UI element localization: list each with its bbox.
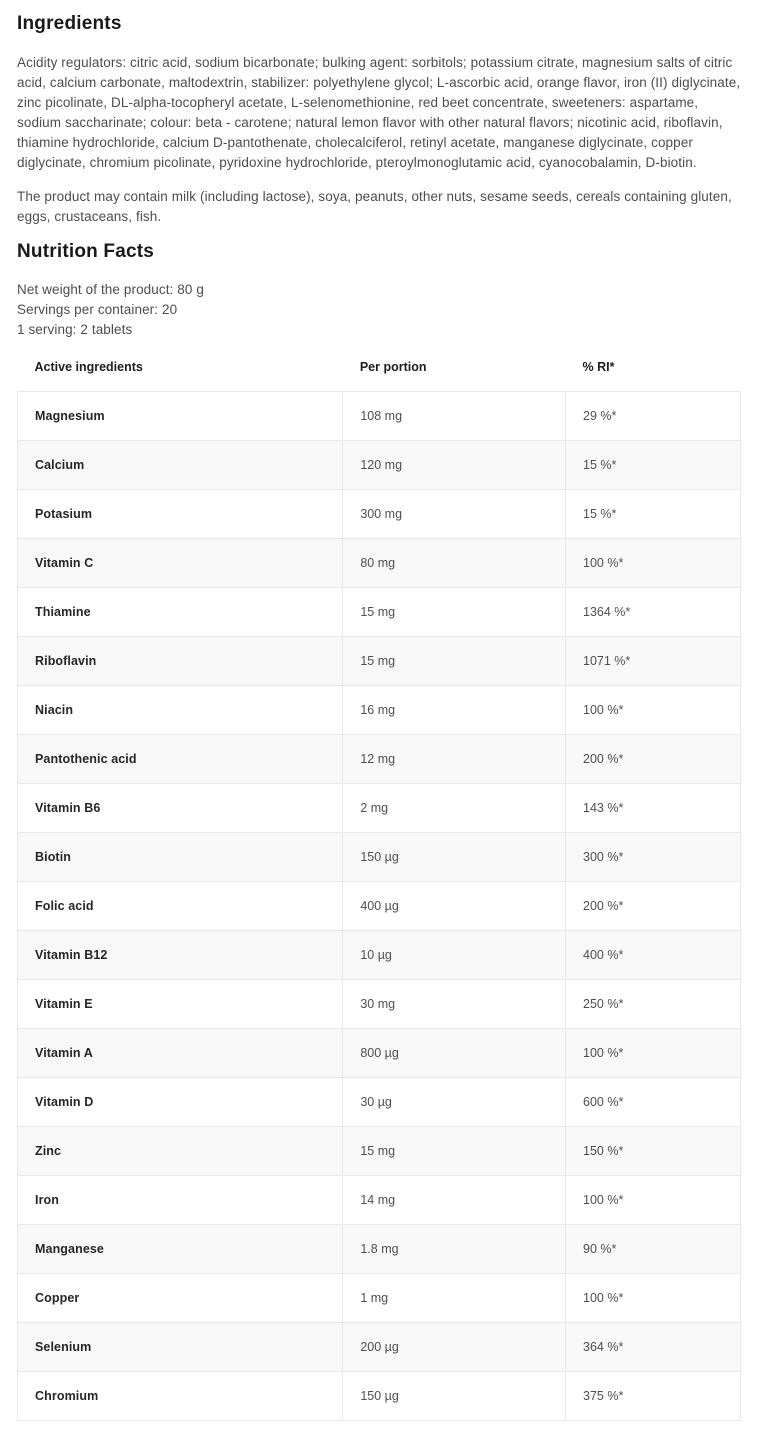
per-portion-cell: 200 µg	[343, 1323, 566, 1372]
ingredient-name-cell: Zinc	[18, 1127, 343, 1176]
per-portion-cell: 2 mg	[343, 784, 566, 833]
ri-percent-cell: 29 %*	[566, 392, 741, 441]
serving-info-block	[17, 280, 742, 340]
per-portion-cell: 150 µg	[343, 833, 566, 882]
table-row	[18, 784, 741, 833]
ri-percent-cell: 250 %*	[566, 980, 741, 1029]
ri-percent-cell: 90 %*	[566, 1225, 741, 1274]
table-row	[18, 637, 741, 686]
ingredient-name-cell: Riboflavin	[18, 637, 343, 686]
ingredient-name-cell: Copper	[18, 1274, 343, 1323]
table-row	[18, 735, 741, 784]
table-header-row	[18, 360, 741, 392]
ri-percent-cell: 300 %*	[566, 833, 741, 882]
ri-percent-cell: 100 %*	[566, 539, 741, 588]
per-portion-cell: 15 mg	[343, 1127, 566, 1176]
ri-percent-cell: 400 %*	[566, 931, 741, 980]
per-portion-cell: 10 µg	[343, 931, 566, 980]
ri-percent-cell: 100 %*	[566, 1029, 741, 1078]
table-row	[18, 1078, 741, 1127]
per-portion-cell: 30 µg	[343, 1078, 566, 1127]
net-weight-line: Net weight of the product: 80 g	[17, 282, 204, 297]
ri-percent-cell: 364 %*	[566, 1323, 741, 1372]
column-header-per-portion: Per portion	[343, 360, 566, 392]
table-row	[18, 1323, 741, 1372]
servings-per-container-line: Servings per container: 20	[17, 302, 178, 317]
ri-percent-cell: 600 %*	[566, 1078, 741, 1127]
table-row	[18, 931, 741, 980]
per-portion-cell: 120 mg	[343, 441, 566, 490]
ingredient-name-cell: Vitamin C	[18, 539, 343, 588]
per-portion-cell: 16 mg	[343, 686, 566, 735]
ri-percent-cell: 1071 %*	[566, 637, 741, 686]
nutrition-table-body	[18, 392, 741, 1421]
ingredient-name-cell: Iron	[18, 1176, 343, 1225]
table-row	[18, 392, 741, 441]
per-portion-cell: 15 mg	[343, 588, 566, 637]
ingredient-name-cell: Vitamin A	[18, 1029, 343, 1078]
ri-percent-cell: 100 %*	[566, 1176, 741, 1225]
ri-percent-cell: 200 %*	[566, 735, 741, 784]
per-portion-cell: 1 mg	[343, 1274, 566, 1323]
ingredient-name-cell: Potasium	[18, 490, 343, 539]
ingredient-name-cell: Vitamin D	[18, 1078, 343, 1127]
ri-percent-cell: 200 %*	[566, 882, 741, 931]
ingredient-name-cell: Manganese	[18, 1225, 343, 1274]
ingredient-name-cell: Vitamin B6	[18, 784, 343, 833]
per-portion-cell: 15 mg	[343, 637, 566, 686]
ri-percent-cell: 15 %*	[566, 441, 741, 490]
table-row	[18, 1372, 741, 1421]
table-row	[18, 588, 741, 637]
table-row	[18, 1127, 741, 1176]
table-row	[18, 980, 741, 1029]
ri-percent-cell: 100 %*	[566, 1274, 741, 1323]
ingredient-name-cell: Vitamin E	[18, 980, 343, 1029]
ingredients-heading: Ingredients	[17, 13, 122, 34]
ri-percent-cell: 375 %*	[566, 1372, 741, 1421]
ri-percent-cell: 1364 %*	[566, 588, 741, 637]
ri-percent-cell: 143 %*	[566, 784, 741, 833]
per-portion-cell: 12 mg	[343, 735, 566, 784]
ingredient-name-cell: Chromium	[18, 1372, 343, 1421]
per-portion-cell: 14 mg	[343, 1176, 566, 1225]
ingredient-name-cell: Folic acid	[18, 882, 343, 931]
per-portion-cell: 300 mg	[343, 490, 566, 539]
table-row	[18, 1274, 741, 1323]
ingredient-name-cell: Pantothenic acid	[18, 735, 343, 784]
table-row	[18, 490, 741, 539]
table-row	[18, 833, 741, 882]
ingredient-name-cell: Niacin	[18, 686, 343, 735]
ri-percent-cell: 150 %*	[566, 1127, 741, 1176]
serving-size-line: 1 serving: 2 tablets	[17, 322, 133, 337]
table-row	[18, 882, 741, 931]
ingredient-name-cell: Biotin	[18, 833, 343, 882]
ingredient-name-cell: Magnesium	[18, 392, 343, 441]
ingredient-name-cell: Vitamin B12	[18, 931, 343, 980]
table-row	[18, 1029, 741, 1078]
table-row	[18, 441, 741, 490]
nutrition-facts-heading: Nutrition Facts	[17, 241, 155, 262]
per-portion-cell: 108 mg	[343, 392, 566, 441]
nutrition-table	[17, 360, 741, 1421]
ingredient-name-cell: Calcium	[18, 441, 343, 490]
per-portion-cell: 150 µg	[343, 1372, 566, 1421]
table-row	[18, 539, 741, 588]
ri-percent-cell: 15 %*	[566, 490, 741, 539]
per-portion-cell: 400 µg	[343, 882, 566, 931]
ingredient-name-cell: Selenium	[18, 1323, 343, 1372]
allergen-note-text: The product may contain milk (including lactose), soya, peanuts, other nuts, sesame seeds, cereals containing gluten, eggs, crustaceans, fish.	[17, 189, 732, 224]
per-portion-cell: 1.8 mg	[343, 1225, 566, 1274]
table-row	[18, 686, 741, 735]
column-header-active-ingredients: Active ingredients	[18, 360, 343, 392]
ingredient-name-cell: Thiamine	[18, 588, 343, 637]
per-portion-cell: 30 mg	[343, 980, 566, 1029]
per-portion-cell: 80 mg	[343, 539, 566, 588]
ri-percent-cell: 100 %*	[566, 686, 741, 735]
ingredients-text: Acidity regulators: citric acid, sodium bicarbonate; bulking agent: sorbitols; potassium citrate, magnesium salts of citric acid, calcium carbonate, maltodextrin, stabilizer: polyethylene glycol; L-ascorbic acid, orange flavor, iron (II) diglycinate, zinc picolinate, DL-alpha-tocopheryl acetate, L-selenomethionine, red beet concentrate, sweeteners: aspartame, sodium saccharinate; colour: beta - carotene; natural lemon flavor with other natural flavors; nicotinic acid, riboflavin, thiamine hydrochloride, calcium D-pantothenate, cholecalciferol, retinyl acetate, manganese diglycinate, copper diglycinate, chromium picolinate, pyridoxine hydrochloride, pteroylmonoglutamic acid, cyanocobalamin, D-biotin.	[17, 55, 741, 170]
table-row	[18, 1225, 741, 1274]
table-row	[18, 1176, 741, 1225]
per-portion-cell: 800 µg	[343, 1029, 566, 1078]
column-header-ri: % RI*	[566, 360, 741, 392]
